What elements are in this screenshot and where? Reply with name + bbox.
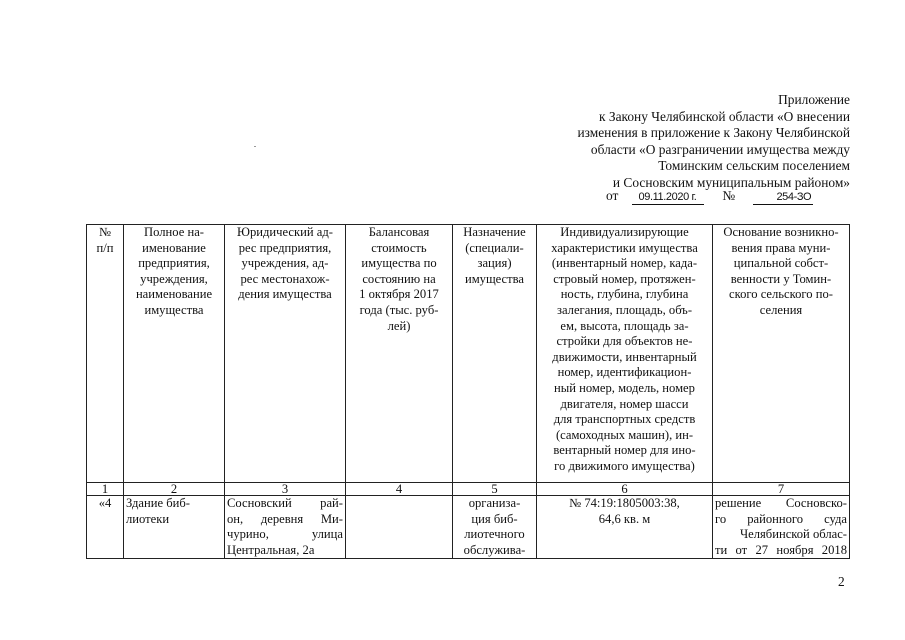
header-cell-value: Балансовая стоимость имущества по состоянию на 1 октября 2017 года (тыс. руб- лей) xyxy=(346,225,453,483)
from-label: от xyxy=(606,188,619,203)
header-cell-characteristics: Индивидуализирующие характеристики имущества (инвентарный номер, када- стровый номер, протяжен- ность, глубина, глубина залегания, площадь, объ- ем, высота, площадь за- стройки для объектов не- движимости, инвентарный номер, идентификацион- ный номер, модель, номер двигателя, номер шасси для транспортных средств (самоходных машин), ин- вентарный номер для ино- го движимого имущества) xyxy=(537,225,713,483)
column-number: 3 xyxy=(225,483,346,496)
column-number: 5 xyxy=(453,483,537,496)
header-cell-name: Полное на- именование предприятия, учреждения, наименование имущества xyxy=(124,225,225,483)
property-table xyxy=(86,224,850,559)
number-label: № xyxy=(722,188,736,203)
table-row xyxy=(87,496,850,559)
header-line: к Закону Челябинской области «О внесении xyxy=(599,108,850,124)
row-number: «4 xyxy=(87,496,124,559)
header-line: изменения в приложение к Закону Челябинской xyxy=(577,125,850,141)
row-characteristics: № 74:19:1805003:38, 64,6 кв. м xyxy=(537,496,713,559)
column-number: 7 xyxy=(713,483,850,496)
row-address: Сосновский рай- он, деревня Ми- чурино, улица Центральная, 2а xyxy=(225,496,346,559)
scan-speck xyxy=(254,146,256,147)
header-line: и Сосновским муниципальным районом» xyxy=(612,174,850,190)
column-number-row xyxy=(87,483,850,496)
header-cell-address: Юридический ад- рес предприятия, учреждения, ад- рес местонахож- дения имущества xyxy=(225,225,346,483)
table-header-row xyxy=(87,225,850,483)
header-cell-basis: Основание возникно- вения права муни- ципальной собст- венности у Томин- ского сельского по- селения xyxy=(713,225,850,483)
row-basis: решение Сосновско- го районного суда Челябинской облас- ти от 27 ноября 2018 xyxy=(713,496,850,559)
column-number: 4 xyxy=(346,483,453,496)
header-line: Томинским сельским поселением xyxy=(658,158,850,174)
row-purpose: организа- ция биб- лиотечного обслужива- xyxy=(453,496,537,559)
header-cell-number: № п/п xyxy=(87,225,124,483)
appendix-header xyxy=(490,92,850,192)
column-number: 6 xyxy=(537,483,713,496)
row-value xyxy=(346,496,453,559)
column-number: 2 xyxy=(124,483,225,496)
column-number: 1 xyxy=(87,483,124,496)
law-date: 09.11.2020 г. xyxy=(632,190,704,205)
law-signature-line xyxy=(606,188,813,205)
header-cell-purpose: Назначение (специали- зация) имущества xyxy=(453,225,537,483)
row-name: Здание биб- лиотеки xyxy=(124,496,225,559)
law-number: 254-ЗО xyxy=(753,190,813,205)
header-line: области «О разграничении имущества между xyxy=(590,141,850,157)
header-line: Приложение xyxy=(778,92,850,107)
page-number: 2 xyxy=(838,574,845,589)
